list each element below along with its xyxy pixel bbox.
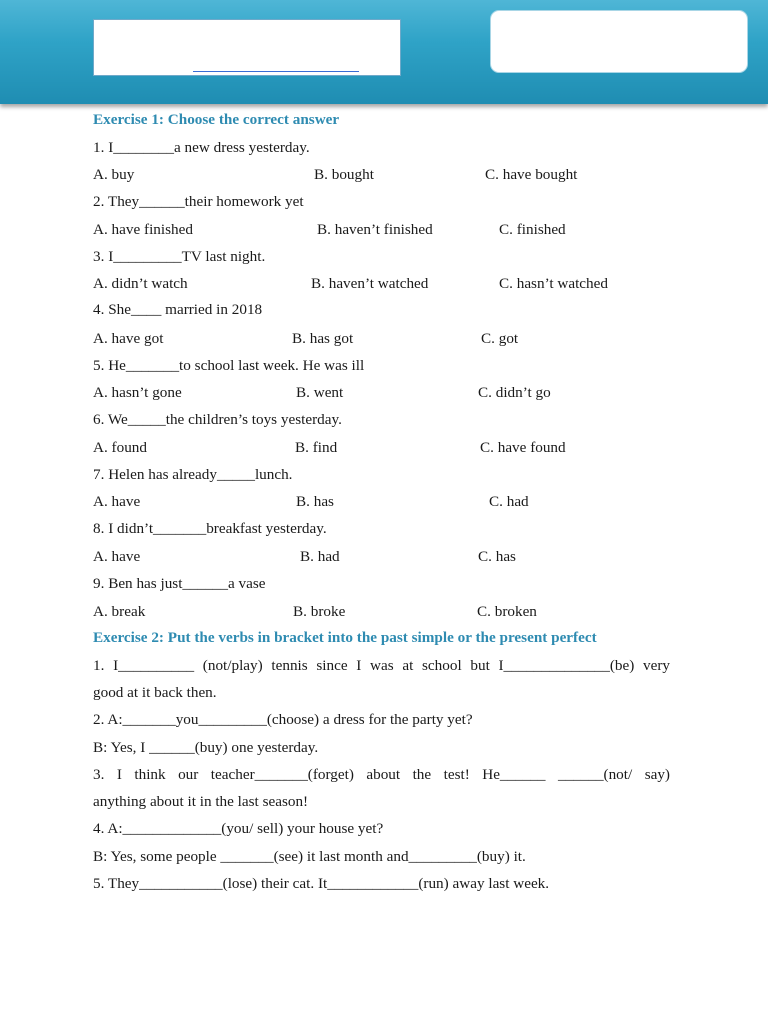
ex2-line-7: 4. A:_____________(you/ sell) your house yet? <box>93 820 384 837</box>
ex2-line-3: 2. A:_______you_________(choose) a dress for the party yet? <box>93 711 473 728</box>
q4-option-c: C. got <box>481 330 519 347</box>
score-box[interactable] <box>490 10 748 73</box>
question-4: 4. She____ married in 2018 <box>93 301 263 318</box>
question-2: 2. They______their homework yet <box>93 193 304 210</box>
question-1: 1. I________a new dress yesterday. <box>93 139 310 156</box>
q6-option-a: A. found <box>93 439 147 456</box>
question-3: 3. I_________TV last night. <box>93 248 266 265</box>
question-8: 8. I didn’t_______breakfast yesterday. <box>93 520 327 537</box>
q1-option-c: C. have bought <box>485 166 578 183</box>
ex2-line-2: good at it back then. <box>93 684 217 701</box>
q3-option-a: A. didn’t watch <box>93 275 188 292</box>
q9-option-a: A. break <box>93 603 146 620</box>
question-5: 5. He_______to school last week. He was ill <box>93 357 365 374</box>
ex2-line-8: B: Yes, some people _______(see) it last month and_________(buy) it. <box>93 848 526 865</box>
q2-option-c: C. finished <box>499 221 566 238</box>
header-banner <box>0 0 768 104</box>
q8-option-a: A. have <box>93 548 141 565</box>
exercise1-title: Exercise 1: Choose the correct answer <box>93 111 340 128</box>
q1-option-a: A. buy <box>93 166 135 183</box>
q7-option-c: C. had <box>489 493 529 510</box>
q4-option-b: B. has got <box>292 330 354 347</box>
q2-option-a: A. have finished <box>93 221 193 238</box>
ex2-line-5: 3. I think our teacher_______(forget) about the test! He______ ______(not/ say) <box>93 766 670 783</box>
name-underline <box>193 71 359 72</box>
q3-option-b: B. haven’t watched <box>311 275 429 292</box>
q1-option-b: B. bought <box>314 166 374 183</box>
q4-option-a: A. have got <box>93 330 164 347</box>
name-box[interactable] <box>93 19 401 76</box>
q7-option-a: A. have <box>93 493 141 510</box>
ex2-line-1: 1. I__________ (not/play) tennis since I was at school but I______________(be) very <box>93 657 670 674</box>
q6-option-b: B. find <box>295 439 338 456</box>
q8-option-b: B. had <box>300 548 340 565</box>
q5-option-b: B. went <box>296 384 344 401</box>
question-9: 9. Ben has just______a vase <box>93 575 266 592</box>
q8-option-c: C. has <box>478 548 516 565</box>
exercise2-title: Exercise 2: Put the verbs in bracket into the past simple or the present perfect <box>93 629 597 646</box>
q6-option-c: C. have found <box>480 439 566 456</box>
q7-option-b: B. has <box>296 493 334 510</box>
q5-option-a: A. hasn’t gone <box>93 384 182 401</box>
ex2-line-4: B: Yes, I ______(buy) one yesterday. <box>93 739 319 756</box>
question-6: 6. We_____the children’s toys yesterday. <box>93 411 342 428</box>
q3-option-c: C. hasn’t watched <box>499 275 608 292</box>
question-7: 7. Helen has already_____lunch. <box>93 466 293 483</box>
q2-option-b: B. haven’t finished <box>317 221 433 238</box>
q9-option-c: C. broken <box>477 603 537 620</box>
ex2-line-6: anything about it in the last season! <box>93 793 309 810</box>
ex2-line-9: 5. They___________(lose) their cat. It____________(run) away last week. <box>93 875 550 892</box>
q9-option-b: B. broke <box>293 603 346 620</box>
q5-option-c: C. didn’t go <box>478 384 551 401</box>
